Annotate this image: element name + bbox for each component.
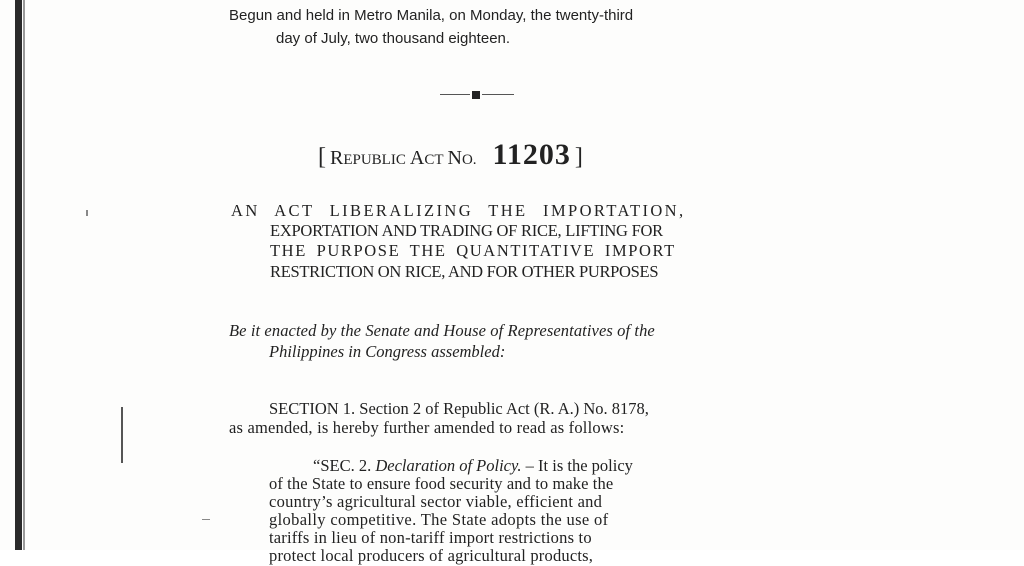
- session-header-line2: day of July, two thousand eighteen.: [276, 30, 511, 47]
- close-bracket: ]: [574, 144, 583, 170]
- page-binding-edge: [15, 0, 22, 550]
- act-title-line4: RESTRICTION ON RICE, AND FOR OTHER PURPOSES: [270, 262, 659, 281]
- act-title-line2: EXPORTATION AND TRADING OF RICE, LIFTING FOR: [270, 221, 663, 240]
- section1-line2: as amended, is hereby further amended to read as follows:: [229, 418, 625, 437]
- sec2-line6: protect local producers of agricultural products,: [269, 546, 594, 565]
- ornament-square-icon: [472, 91, 480, 99]
- enacting-clause-line1: Be it enacted by the Senate and House of Representatives of the: [229, 321, 655, 340]
- act-title-line1: AN ACT LIBERALIZING THE IMPORTATION,: [231, 201, 686, 220]
- ornament-line-left: [440, 94, 470, 95]
- republic-act-number: 11203: [492, 138, 571, 171]
- sec2-prefix: “SEC. 2.: [313, 456, 372, 475]
- open-bracket: [: [318, 144, 326, 170]
- sec2-line3: country’s agricultural sector viable, efficient and: [269, 492, 603, 511]
- page-binding-shadow: [23, 0, 25, 550]
- section1-label: SECTION 1.: [269, 399, 356, 418]
- act-title-line3: THE PURPOSE THE QUANTITATIVE IMPORT: [270, 241, 676, 260]
- margin-mark: [121, 407, 123, 463]
- sec2-heading: Declaration of Policy.: [375, 456, 522, 475]
- ornament-divider: [440, 91, 514, 99]
- sec2-line4: globally competitive. The State adopts the use of: [269, 510, 609, 529]
- session-header-line1: Begun and held in Metro Manila, on Monday, the twenty-third: [229, 7, 634, 24]
- sec2-line1: “SEC. 2. Declaration of Policy. – It is the policy: [313, 456, 633, 475]
- scan-speck: [86, 210, 88, 216]
- enacting-clause-line2: Philippines in Congress assembled:: [269, 342, 506, 361]
- ornament-line-right: [482, 94, 514, 95]
- sec2-line2: of the State to ensure food security and to make the: [269, 474, 614, 493]
- section1-line1: SECTION 1. Section 2 of Republic Act (R. A.) No. 8178,: [269, 399, 649, 418]
- republic-act-heading: [ REPUBLIC ACT NO. 11203 ]: [318, 138, 583, 171]
- sec2-line5: tariffs in lieu of non-tariff import restrictions to: [269, 528, 592, 547]
- scan-speck: [202, 519, 210, 520]
